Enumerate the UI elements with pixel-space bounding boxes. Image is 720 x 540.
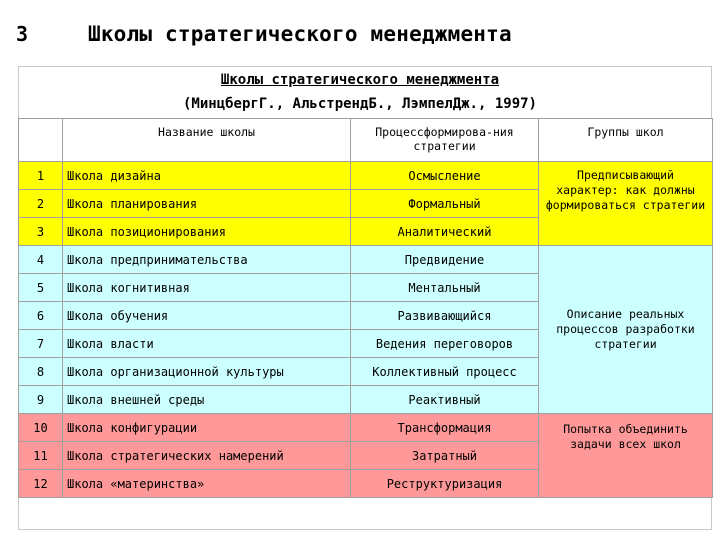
group-integrative: Попытка объединить задачи всех школ <box>539 414 713 498</box>
school-name: Школа планирования <box>63 190 351 218</box>
schools-table <box>18 118 713 498</box>
row-num: 3 <box>19 218 63 246</box>
process-cell: Аналитический <box>351 218 539 246</box>
process-cell: Предвидение <box>351 246 539 274</box>
header-groups: Группы школ <box>539 119 713 162</box>
process-cell: Затратный <box>351 442 539 470</box>
process-cell: Формальный <box>351 190 539 218</box>
process-cell: Развивающийся <box>351 302 539 330</box>
row-num: 2 <box>19 190 63 218</box>
row-num: 1 <box>19 162 63 190</box>
table-source: (МинцбергГ., АльстрендБ., ЛэмпелДж., 1997) <box>182 96 537 112</box>
school-name: Школа позиционирования <box>63 218 351 246</box>
table-title: Школы стратегического менеджмента <box>220 72 500 88</box>
row-num: 10 <box>19 414 63 442</box>
school-name: Школа обучения <box>63 302 351 330</box>
process-cell: Трансформация <box>351 414 539 442</box>
table-row <box>19 162 713 190</box>
school-name: Школа внешней среды <box>63 386 351 414</box>
school-name: Школа власти <box>63 330 351 358</box>
row-num: 4 <box>19 246 63 274</box>
row-num: 5 <box>19 274 63 302</box>
row-num: 9 <box>19 386 63 414</box>
table-header-row <box>19 119 713 162</box>
school-name: Школа «материнства» <box>63 470 351 498</box>
slide-title: Школы стратегического менеджмента <box>88 22 512 46</box>
process-cell: Осмысление <box>351 162 539 190</box>
header-num <box>19 119 63 162</box>
process-cell: Реактивный <box>351 386 539 414</box>
school-name: Школа когнитивная <box>63 274 351 302</box>
row-num: 11 <box>19 442 63 470</box>
table-row <box>19 414 713 442</box>
row-num: 6 <box>19 302 63 330</box>
school-name: Школа конфигурации <box>63 414 351 442</box>
row-num: 8 <box>19 358 63 386</box>
header-process: Процессформирова-ния стратегии <box>351 119 539 162</box>
slide-number: 3 <box>16 22 29 46</box>
table-row <box>19 246 713 274</box>
process-cell: Ментальный <box>351 274 539 302</box>
row-num: 12 <box>19 470 63 498</box>
school-name: Школа дизайна <box>63 162 351 190</box>
school-name: Школа предпринимательства <box>63 246 351 274</box>
process-cell: Коллективный процесс <box>351 358 539 386</box>
group-descriptive: Описание реальных процессов разработки стратегии <box>539 246 713 414</box>
group-prescriptive: Предписывающий характер: как должны формироваться стратегии <box>539 162 713 246</box>
process-cell: Реструктуризация <box>351 470 539 498</box>
row-num: 7 <box>19 330 63 358</box>
school-name: Школа стратегических намерений <box>63 442 351 470</box>
header-name: Название школы <box>63 119 351 162</box>
process-cell: Ведения переговоров <box>351 330 539 358</box>
school-name: Школа организационной культуры <box>63 358 351 386</box>
